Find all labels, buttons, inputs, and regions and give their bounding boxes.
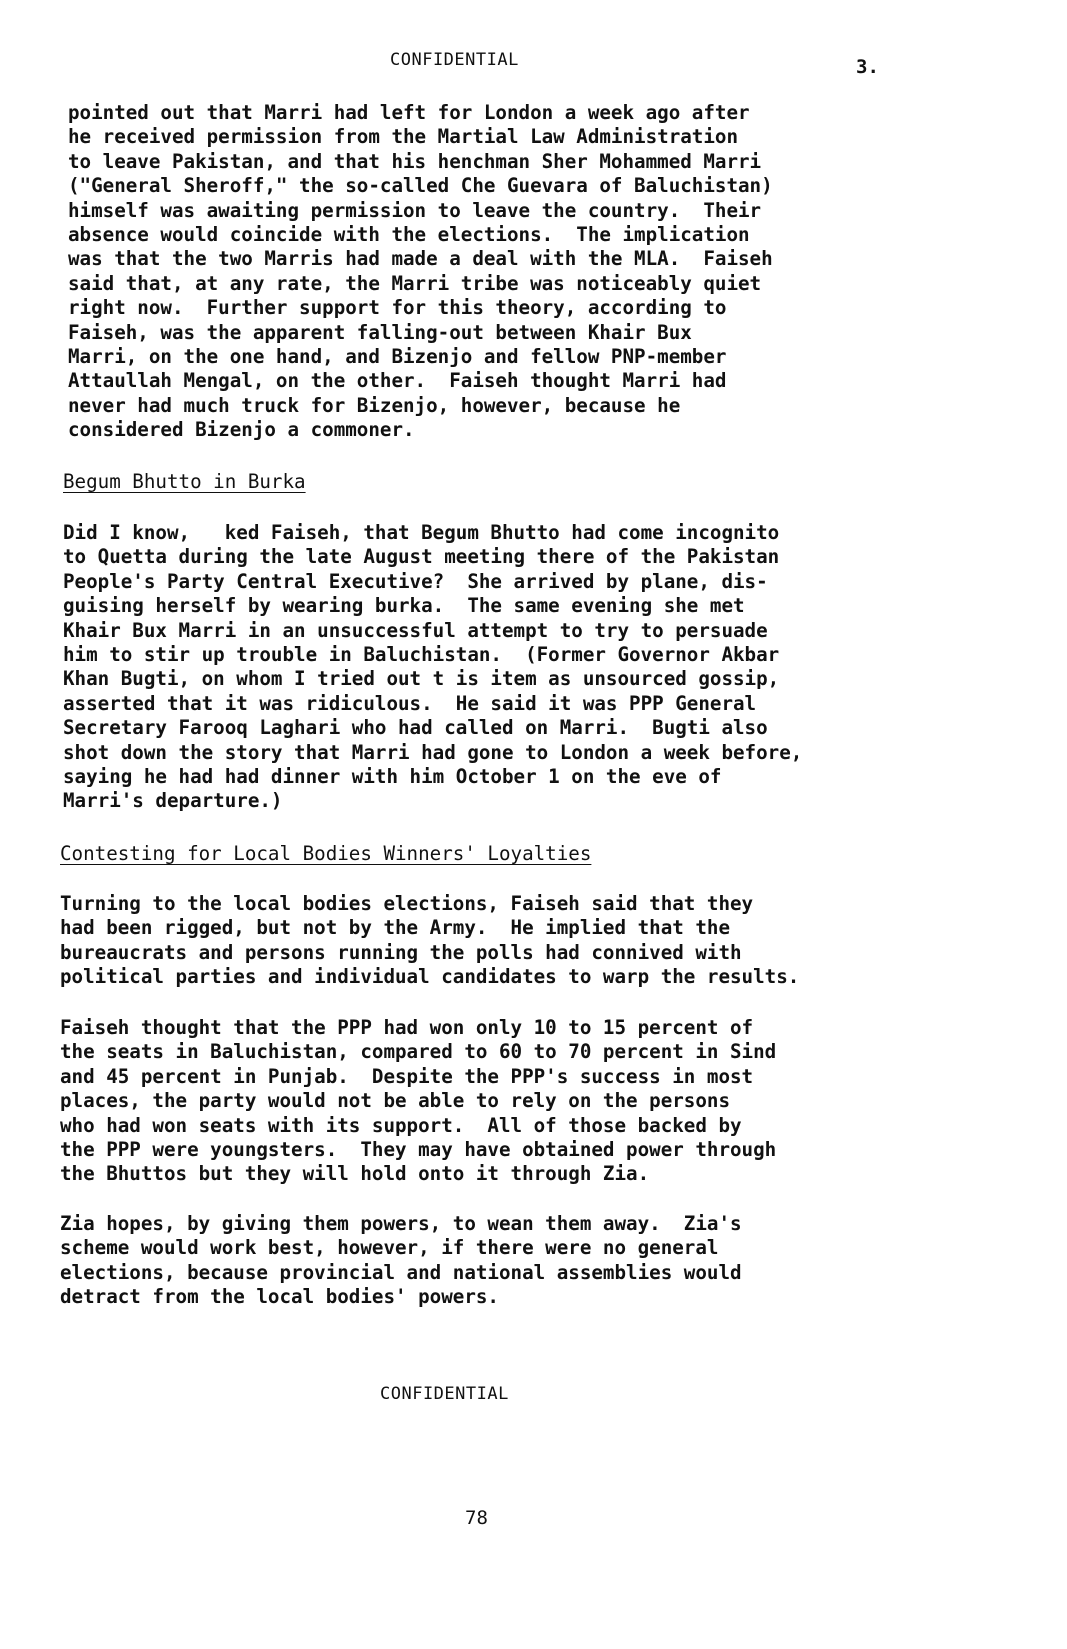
paragraph-marri-departure: pointed out that Marri had left for London a week ago after he received permission from the Martial Law Administration to leave Pakistan, and that his henchman Sher Mohammed Marri ("General Sheroff," the so-called Che Guevara of Baluchistan) himself was awaiting permission to leave the country. Their absence would coincide with the elections. The implication was that the two Marris had made a deal with the MLA. Faiseh said that, at any rate, the Marri tribe was noticeably quiet right now. Further support for this theory, according to Faiseh, was the apparent falling-out between Khair Bux Marri, on the one hand, and Bizenjo and fellow PNP-member Attaullah Mengal, on the other. Faiseh thought Marri had never had much truck for Bizenjo, however, because he considered Bizenjo a commoner. bbox=[68, 101, 773, 442]
page-marker: 3. bbox=[856, 56, 879, 78]
paragraph-zia-scheme: Zia hopes, by giving them powers, to wean them away. Zia's scheme would work best, however, if there were no general elections, because provincial and national assemblies would detract from the local bodies' powers. bbox=[60, 1212, 742, 1309]
section-heading-begum-bhutto: Begum Bhutto in Burka bbox=[63, 470, 306, 493]
page-number: 78 bbox=[465, 1507, 488, 1529]
paragraph-local-elections: Turning to the local bodies elections, Faiseh said that they had been rigged, but not by the Army. He implied that the bureaucrats and persons running the polls had connived with political parties and individual candidates to warp the results. bbox=[60, 892, 800, 989]
classification-footer: CONFIDENTIAL bbox=[380, 1384, 509, 1404]
paragraph-ppp-seats: Faiseh thought that the PPP had won only 10 to 15 percent of the seats in Baluchistan, compared to 60 to 70 percent in Sind and 45 percent in Punjab. Despite the PPP's success in most places, the party would not be able to rely on the persons who had won seats with its support. All of those backed by the PPP were youngsters. They may have obtained power through the Bhuttos but they will hold onto it through Zia. bbox=[60, 1016, 777, 1186]
classification-header: CONFIDENTIAL bbox=[390, 50, 519, 70]
section-heading-local-bodies: Contesting for Local Bodies Winners' Loyalties bbox=[60, 842, 592, 865]
paragraph-begum-bhutto: Did I know, ked Faiseh, that Begum Bhutto had come incognito to Quetta during the late August meeting there of the Pakistan People's Party Central Executive? She arrived by plane, dis- guising herself by wearing burka. The same evening she met Khair Bux Marri in an unsuccessful attempt to try to persuade him to stir up trouble in Baluchistan. (Former Governor Akbar Khan Bugti, on whom I tried out t is item as unsourced gossip, asserted that it was ridiculous. He said it was PPP General Secretary Farooq Laghari who had called on Marri. Bugti also shot down the story that Marri had gone to London a week before, saying he had had dinner with him October 1 on the eve of Marri's departure.) bbox=[63, 521, 803, 813]
